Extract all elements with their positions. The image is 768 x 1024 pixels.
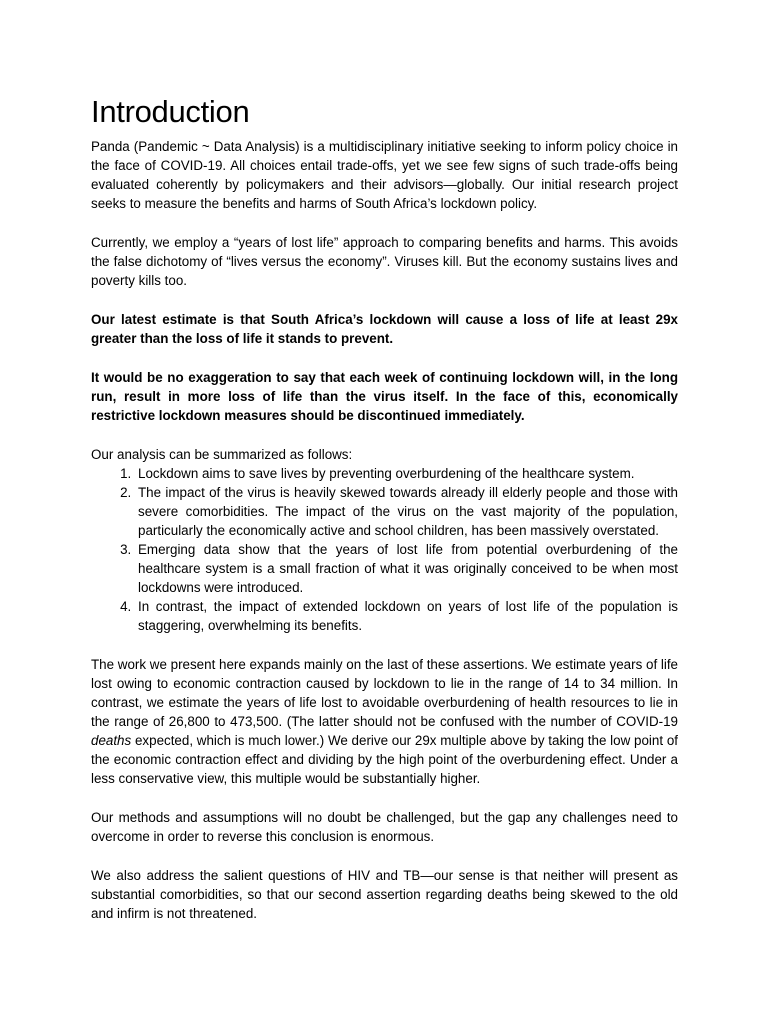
methods-paragraph: Our methods and assumptions will no doubt be challenged, but the gap any challenges need to overcome in order to reverse this conclusion is enormous. (91, 810, 678, 844)
findings-text-end: expected, which is much lower.) We derive our 29x multiple above by taking the low point of the economic contraction effect and dividing by the high point of the overburdening effect. Under a less conservative view, this multiple would be substantially higher. (91, 733, 678, 786)
list-item: 3. Emerging data show that the years of lost life from potential overburdening of the healthcare system is a small fraction of what it was originally conceived to be when most lockdowns were introduced. (135, 540, 678, 597)
list-item: 2. The impact of the virus is heavily skewed towards already ill elderly people and those with severe comorbidities. The impact of the virus on the vast majority of the population, particularly the economically active and school children, has been massively overstated. (135, 483, 678, 540)
approach-paragraph: Currently, we employ a “years of lost life” approach to comparing benefits and harms. This avoids the false dichotomy of “lives versus the economy”. Viruses kill. But the economy sustains lives and poverty kills too. (91, 235, 678, 288)
document-page (91, 92, 678, 923)
intro-paragraph: Panda (Pandemic ~ Data Analysis) is a multidisciplinary initiative seeking to inform policy choice in the face of COVID-19. All choices entail trade-offs, yet we see few signs of such trade-offs being evaluated coherently by policymakers and their advisors—globally. Our initial research project seeks to measure the benefits and harms of South Africa’s lockdown policy. (91, 139, 678, 211)
findings-text-start: The work we present here expands mainly on the last of these assertions. We estimate years of life lost owing to economic contraction caused by lockdown to lie in the range of 14 to 34 million. In contrast, we estimate the years of life lost to avoidable overburdening of health resources to lie in the range of 26,800 to 473,500. (The latter should not be confused with the number of COVID-19 (91, 657, 678, 729)
list-item: 4. In contrast, the impact of extended lockdown on years of lost life of the population is staggering, overwhelming its benefits. (135, 597, 678, 635)
list-item: 1. Lockdown aims to save lives by preventing overburdening of the healthcare system. (135, 464, 678, 483)
hiv-tb-paragraph: We also address the salient questions of HIV and TB—our sense is that neither will present as substantial comorbidities, so that our second assertion regarding deaths being skewed to the old and infirm is not threatened. (91, 868, 678, 921)
findings-emphasis: deaths (91, 733, 132, 748)
findings-paragraph (91, 655, 678, 788)
summary-intro: Our analysis can be summarized as follows: (91, 447, 353, 462)
summary-list (91, 464, 678, 635)
page-title: Introduction (91, 94, 250, 129)
recommendation-paragraph: It would be no exaggeration to say that each week of continuing lockdown will, in the long run, result in more loss of life than the virus itself. In the face of this, economically restrictive lockdown measures should be discontinued immediately. (91, 370, 678, 423)
key-estimate-paragraph: Our latest estimate is that South Africa’s lockdown will cause a loss of life at least 29x greater than the loss of life it stands to prevent. (91, 312, 678, 346)
